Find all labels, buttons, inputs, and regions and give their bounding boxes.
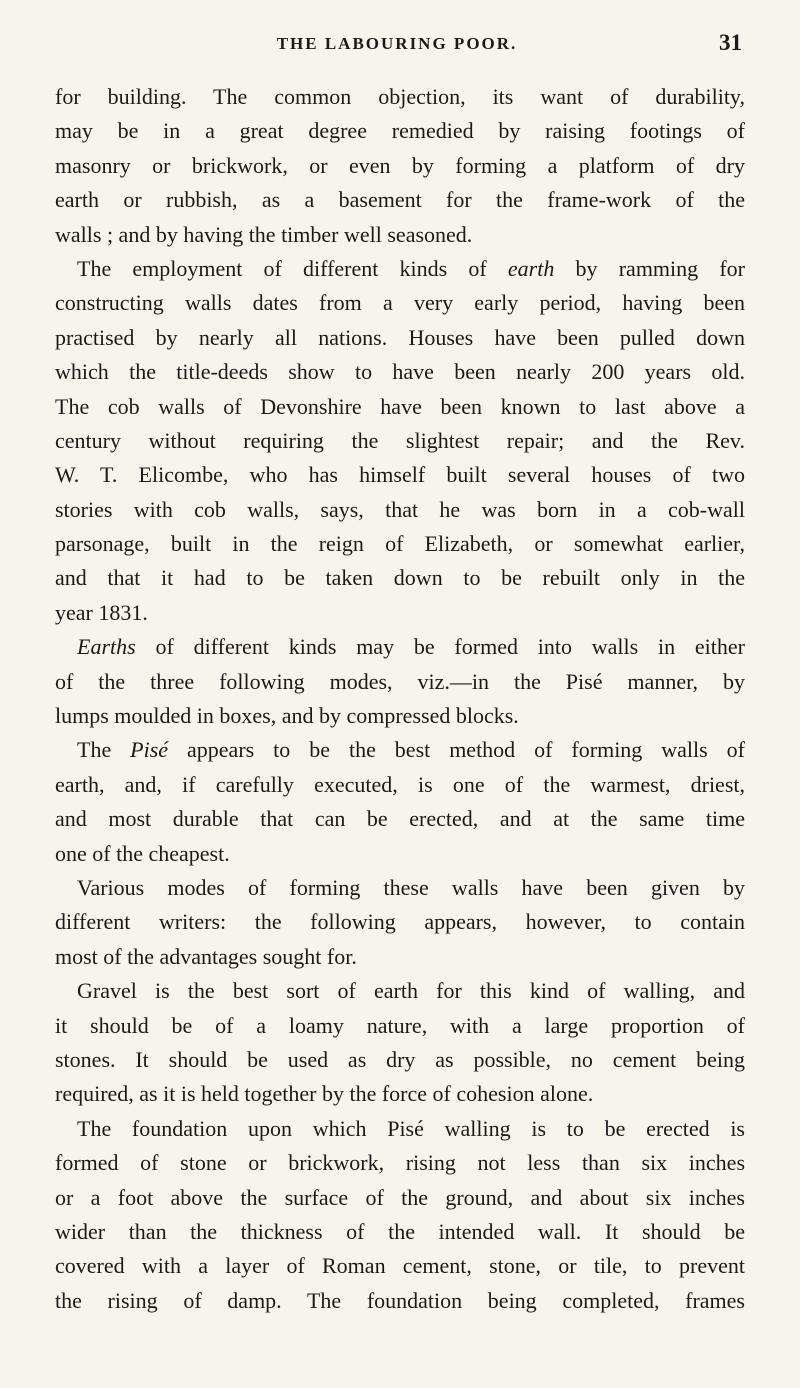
text-line: [55, 630, 745, 664]
text-line: The cob walls of Devonshire have been known to last above a: [55, 393, 745, 419]
text-line: formed of stone or brickwork, rising not less than six inches: [55, 1150, 745, 1176]
text-line: of the three following modes, viz.—in the Pisé manner, by: [55, 668, 745, 694]
text-line: stories with cob walls, says, that he was born in a cob-wall: [55, 496, 745, 522]
text-line: The foundation upon which Pisé walling is to be erected is: [77, 1115, 745, 1141]
text-segment: The: [77, 737, 131, 763]
text-line: earth or rubbish, as a basement for the frame-work of the: [55, 187, 745, 213]
text-line: one of the cheapest.: [55, 840, 230, 866]
running-head: [52, 30, 742, 60]
text-segment: of different kinds may be formed into walls in either: [135, 634, 745, 660]
text-line: lumps moulded in boxes, and by compressed blocks.: [55, 703, 519, 729]
body-text: [55, 80, 745, 1318]
text-line: Gravel is the best sort of earth for this kind of walling, and: [77, 978, 745, 1004]
text-line: most of the advantages sought for.: [55, 943, 357, 969]
text-segment: by ramming for: [554, 255, 745, 281]
text-line: the rising of damp. The foundation being completed, frames: [55, 1287, 745, 1313]
italic-term: earth: [507, 255, 555, 281]
page-number: 31: [719, 30, 742, 55]
text-line: constructing walls dates from a very early period, having been: [55, 290, 745, 316]
text-line: stones. It should be used as dry as possible, no cement being: [55, 1046, 745, 1072]
text-line: and most durable that can be erected, and at the same time: [55, 806, 745, 832]
text-segment: appears to be the best method of forming walls of: [168, 737, 745, 763]
text-line: may be in a great degree remedied by raising footings of: [55, 118, 745, 144]
text-line: walls ; and by having the timber well seasoned.: [55, 221, 473, 247]
text-line: earth, and, if carefully executed, is one of the warmest, driest,: [55, 771, 745, 797]
italic-term: Pisé: [130, 737, 169, 763]
text-line: which the title-deeds show to have been nearly 200 years old.: [55, 359, 745, 385]
text-line: required, as it is held together by the force of cohesion alone.: [55, 1081, 594, 1107]
text-segment: The employment of different kinds of: [77, 255, 508, 281]
text-line: Various modes of forming these walls have been given by: [77, 874, 745, 900]
text-line: masonry or brickwork, or even by forming a platform of dry: [55, 152, 745, 178]
text-line: for building. The common objection, its want of durability,: [55, 84, 745, 109]
running-head-title: THE LABOURING POOR.: [276, 34, 518, 53]
text-line: century without requiring the slightest repair; and the Rev.: [55, 427, 745, 453]
text-line: wider than the thickness of the intended wall. It should be: [55, 1218, 745, 1244]
text-line: year 1831.: [55, 599, 148, 625]
text-line: covered with a layer of Roman cement, stone, or tile, to prevent: [55, 1253, 745, 1279]
text-line: or a foot above the surface of the ground, and about six inches: [55, 1184, 745, 1210]
text-line: parsonage, built in the reign of Elizabeth, or somewhat earlier,: [55, 531, 745, 557]
text-line: practised by nearly all nations. Houses have been pulled down: [55, 324, 745, 350]
text-line: W. T. Elicombe, who has himself built several houses of two: [55, 462, 745, 488]
text-line: and that it had to be taken down to be rebuilt only in the: [55, 565, 745, 591]
text-line: [55, 252, 745, 286]
text-line: it should be of a loamy nature, with a large proportion of: [55, 1012, 745, 1038]
text-line: [55, 733, 745, 767]
italic-term: Earths: [77, 634, 136, 660]
text-line: different writers: the following appears, however, to contain: [55, 909, 745, 935]
